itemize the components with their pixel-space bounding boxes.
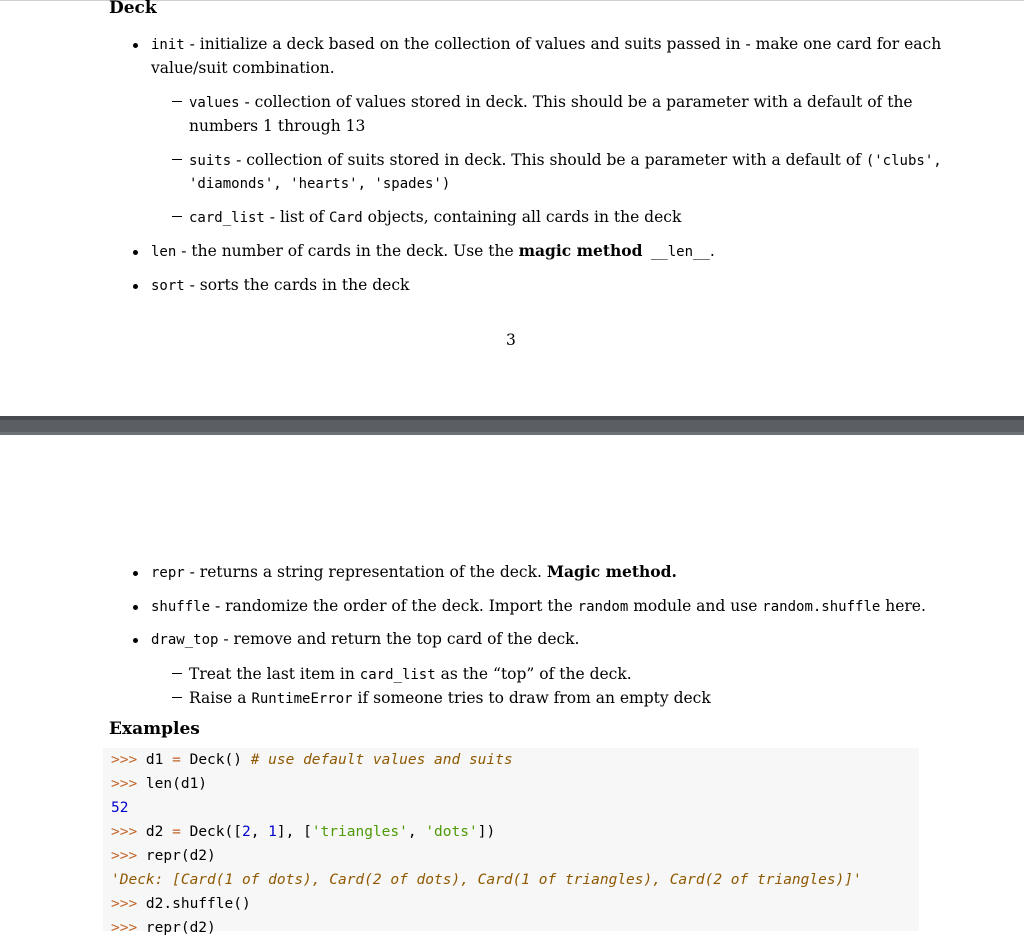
code-line — [111, 848, 216, 864]
dash-marker — [172, 697, 182, 698]
prompt: >>> — [111, 920, 138, 936]
bullet-sort — [151, 275, 409, 296]
bullet-dot — [133, 43, 138, 48]
bullet-dot — [133, 638, 138, 643]
code-card: Card — [328, 210, 363, 226]
dash-marker — [172, 101, 182, 102]
code-token: , — [250, 824, 269, 840]
code-token: Deck() — [180, 752, 251, 768]
dash-marker — [172, 159, 182, 160]
bullet-dot — [133, 571, 138, 576]
code-line — [111, 752, 513, 768]
bullet-init — [151, 34, 941, 55]
separator-shadow — [0, 416, 1024, 420]
code-token: ]) — [477, 824, 496, 840]
repr-bold: Magic method. — [546, 562, 677, 581]
code-card-list-2: card_list — [359, 667, 436, 683]
code-number: 1 — [268, 824, 277, 840]
code-operator: = — [172, 752, 181, 768]
code-card-list: card_list — [189, 210, 265, 226]
code-token: Deck([ — [180, 824, 242, 840]
code-token: len(d1) — [137, 776, 208, 792]
init-description-cont: value/suit combination. — [151, 59, 335, 77]
code-suits: suits — [189, 153, 232, 169]
values-description-cont: numbers 1 through 13 — [189, 117, 366, 135]
code-token: repr(d2) — [137, 848, 216, 864]
code-random-shuffle: random.shuffle — [762, 599, 881, 615]
prompt: >>> — [111, 752, 138, 768]
sub-item-treat-last — [189, 664, 632, 685]
code-suits-default-cont: 'diamonds', 'hearts', 'spades') — [189, 176, 451, 192]
code-random: random — [577, 599, 629, 615]
shuffle-text: - randomize the order of the deck. Import the — [210, 597, 578, 615]
code-output: 52 — [111, 800, 129, 816]
bullet-draw-top — [151, 629, 580, 650]
code-comment: # use default values and suits — [250, 752, 513, 768]
page-separator — [0, 416, 1024, 435]
sub2-text: Raise a — [189, 689, 252, 707]
sub-item-raise-error — [189, 688, 711, 709]
draw-top-text: - remove and return the top card of the deck. — [218, 630, 580, 648]
code-token: d2 — [137, 824, 173, 840]
card-list-text: - list of — [264, 208, 329, 226]
suits-description: - collection of suits stored in deck. This should be a parameter with a default of — [231, 151, 866, 169]
bullet-repr — [151, 562, 677, 583]
code-string: 'triangles' — [311, 824, 408, 840]
code-line — [111, 896, 251, 912]
code-number: 2 — [241, 824, 251, 840]
code-line — [111, 776, 207, 792]
card-list-text-end: objects, containing all cards in the deck — [362, 208, 682, 226]
len-bold: magic method — [518, 241, 643, 260]
code-suits-default: ('clubs', — [865, 153, 942, 169]
sort-text: - sorts the cards in the deck — [184, 276, 410, 294]
code-shuffle: shuffle — [151, 599, 211, 615]
bullet-len — [151, 241, 715, 262]
prompt: >>> — [111, 776, 138, 792]
code-runtime-error: RuntimeError — [251, 691, 353, 707]
sub1-text: Treat the last item in — [189, 665, 360, 683]
code-operator: = — [172, 824, 181, 840]
bullet-shuffle — [151, 596, 926, 617]
repr-text: - returns a string representation of the deck. — [184, 563, 547, 581]
section-heading-deck: Deck — [109, 0, 157, 18]
code-repr: repr — [151, 565, 185, 581]
code-string: 'dots' — [425, 824, 478, 840]
code-token: d2.shuffle() — [137, 896, 251, 912]
separator-edge — [0, 432, 1024, 435]
sub2-text2: if someone tries to draw from an empty deck — [352, 689, 711, 707]
code-values: values — [189, 95, 240, 111]
code-token: , — [407, 824, 426, 840]
len-text: - the number of cards in the deck. Use the — [176, 242, 519, 260]
prompt: >>> — [111, 896, 138, 912]
code-dunder-len: __len__ — [642, 244, 710, 260]
prompt: >>> — [111, 848, 138, 864]
bullet-dot — [133, 284, 138, 289]
dash-marker — [172, 216, 182, 217]
values-description: - collection of values stored in deck. This should be a parameter with a default of the — [239, 93, 913, 111]
sub-item-suits — [189, 150, 942, 171]
code-line — [111, 920, 216, 936]
bullet-dot — [133, 250, 138, 255]
sub-item-values — [189, 92, 913, 113]
code-sort: sort — [151, 278, 185, 294]
init-description: - initialize a deck based on the collection of values and suits passed in - make one card for each — [184, 35, 942, 53]
page-number: 3 — [506, 331, 516, 349]
shuffle-text2: module and use — [628, 597, 763, 615]
code-block — [103, 748, 919, 936]
code-token: ], [ — [276, 824, 312, 840]
shuffle-text3: here. — [880, 597, 926, 615]
code-init: init — [151, 37, 185, 53]
examples-heading: Examples — [109, 719, 200, 739]
sub-item-card-list — [189, 207, 681, 228]
code-token: repr(d2) — [137, 920, 216, 936]
len-end: . — [709, 242, 715, 260]
code-line — [111, 824, 495, 840]
code-output: 'Deck: [Card(1 of dots), Card(2 of dots), Card(1 of triangles), Card(2 of triangles)]' — [111, 872, 862, 888]
bullet-dot — [133, 605, 138, 610]
code-token: d1 — [137, 752, 173, 768]
prompt: >>> — [111, 824, 138, 840]
code-draw-top: draw_top — [151, 632, 219, 648]
code-len: len — [151, 244, 177, 260]
sub1-text2: as the “top” of the deck. — [435, 665, 632, 683]
dash-marker — [172, 673, 182, 674]
